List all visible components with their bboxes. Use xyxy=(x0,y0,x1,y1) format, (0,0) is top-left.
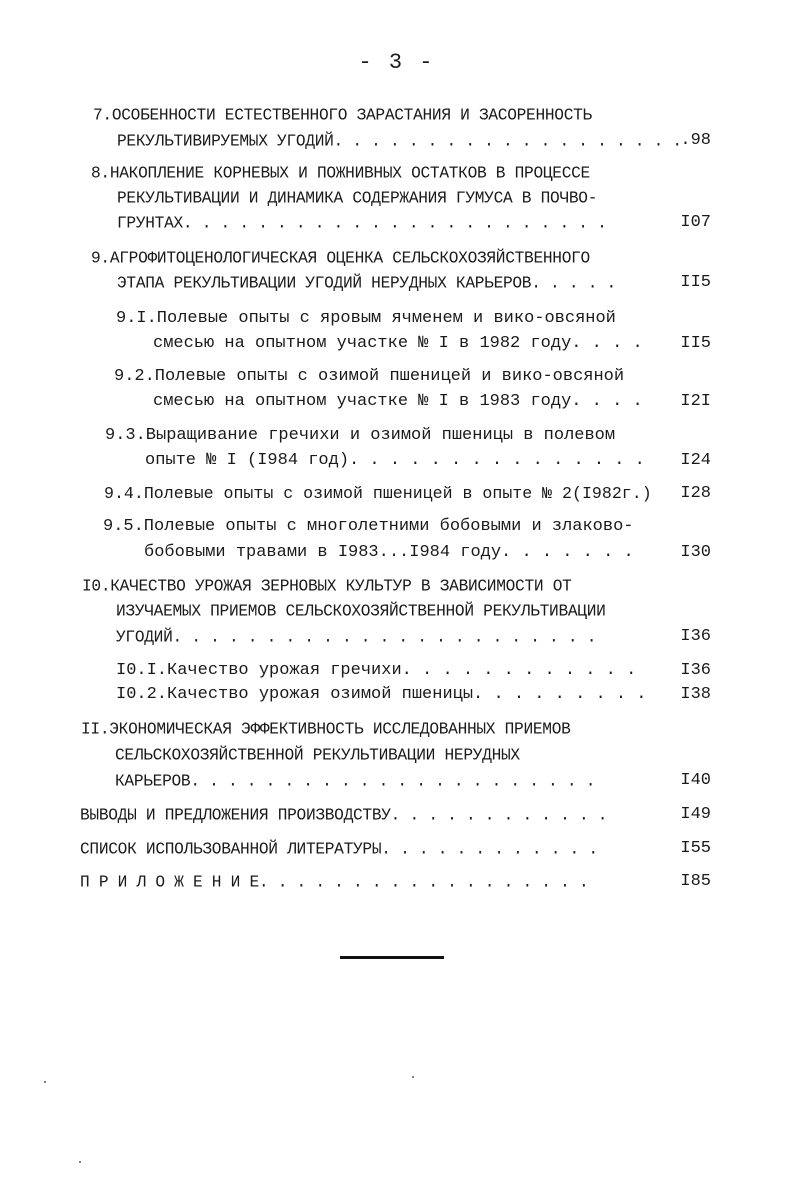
toc-entry-title: 9.АГРОФИТОЦЕНОЛОГИЧЕСКАЯ ОЦЕНКА СЕЛЬСКОХОЗЯЙСТВЕННОГО xyxy=(91,249,590,268)
toc-page-number: I2I xyxy=(680,392,711,411)
toc-entry-title: ЭТАПА РЕКУЛЬТИВАЦИИ УГОДИЙ НЕРУДНЫХ КАРЬЕРОВ. . . . . xyxy=(117,274,616,293)
toc-page-number: I30 xyxy=(680,543,711,562)
toc-entry-title: 7.ОСОБЕННОСТИ ЕСТЕСТВЕННОГО ЗАРАСТАНИЯ И ЗАСОРЕННОСТЬ xyxy=(93,106,592,125)
end-divider-rule xyxy=(340,956,444,959)
toc-entry-title: УГОДИЙ. . . . . . . . . . . . . . . . . . . . . . . xyxy=(116,628,597,647)
toc-entry-title: 9.5.Полевые опыты с многолетними бобовыми и злаково- xyxy=(103,517,634,536)
toc-entry-title: бобовыми травами в I983...I984 году. . . . . . . xyxy=(144,543,634,562)
toc-entry-title: смесью на опытном участке № I в 1983 году. . . . xyxy=(153,392,643,411)
toc-entry-title: смесью на опытном участке № I в 1982 году. . . . xyxy=(153,334,643,353)
scan-speck xyxy=(412,1076,414,1078)
toc-entry-title: 9.2.Полевые опыты с озимой пшеницей и вико-овсяной xyxy=(114,367,625,386)
toc-entry-title: I0.КАЧЕСТВО УРОЖАЯ ЗЕРНОВЫХ КУЛЬТУР В ЗАВИСИМОСТИ ОТ xyxy=(82,577,572,596)
toc-entry-title: 9.4.Полевые опыты с озимой пшеницей в опыте № 2(I982г.) xyxy=(104,484,652,503)
toc-page-number: I28 xyxy=(680,484,711,503)
toc-entry-title: I0.I.Качество урожая гречихи. . . . . . . . . . . . xyxy=(116,661,637,680)
toc-entry-title: КАРЬЕРОВ. . . . . . . . . . . . . . . . . . . . . . xyxy=(115,772,596,791)
toc-entry-title: П Р И Л О Ж Е Н И Е. . . . . . . . . . . . . . . . . . xyxy=(80,873,589,892)
toc-entry-title: РЕКУЛЬТИВАЦИИ И ДИНАМИКА СОДЕРЖАНИЯ ГУМУСА В ПОЧВО- xyxy=(117,189,598,208)
toc-page-number: II5 xyxy=(680,273,711,292)
toc-entry-title: I0.2.Качество урожая озимой пшеницы. . . . . . . . . xyxy=(116,685,647,704)
toc-page-number: I55 xyxy=(680,839,711,858)
toc-page-number: I40 xyxy=(680,771,711,790)
scan-speck xyxy=(79,1161,81,1163)
toc-entry-title: ВЫВОДЫ И ПРЕДЛОЖЕНИЯ ПРОИЗВОДСТВУ. . . . . . . . . . . . xyxy=(80,806,608,825)
toc-entry-title: 9.3.Выращивание гречихи и озимой пшеницы в полевом xyxy=(105,426,616,445)
toc-page-number: I38 xyxy=(680,685,711,704)
toc-page-number: I36 xyxy=(680,627,711,646)
toc-entry-title: 8.НАКОПЛЕНИЕ КОРНЕВЫХ И ПОЖНИВНЫХ ОСТАТКОВ В ПРОЦЕССЕ xyxy=(91,164,590,183)
toc-page-number: I07 xyxy=(680,213,711,232)
toc-page-number: .98 xyxy=(680,131,711,150)
page-number: - 3 - xyxy=(358,50,435,75)
toc-page-number: I24 xyxy=(680,451,711,470)
toc-entry-title: ИЗУЧАЕМЫХ ПРИЕМОВ СЕЛЬСКОХОЗЯЙСТВЕННОЙ РЕКУЛЬТИВАЦИИ xyxy=(116,602,606,621)
toc-entry-title: СПИСОК ИСПОЛЬЗОВАННОЙ ЛИТЕРАТУРЫ. . . . . . . . . . . . xyxy=(80,840,598,859)
scan-speck xyxy=(44,1081,46,1083)
toc-entry-title: опыте № I (I984 год). . . . . . . . . . . . . . . xyxy=(145,451,645,470)
toc-page-number: I85 xyxy=(680,872,711,891)
toc-page-number: I49 xyxy=(680,805,711,824)
toc-page-number: I36 xyxy=(680,661,711,680)
toc-entry-title: СЕЛЬСКОХОЗЯЙСТВЕННОЙ РЕКУЛЬТИВАЦИИ НЕРУДНЫХ xyxy=(115,746,520,765)
toc-entry-title: 9.I.Полевые опыты с яровым ячменем и вико-овсяной xyxy=(116,309,616,328)
toc-entry-title: ГРУНТАХ. . . . . . . . . . . . . . . . . . . . . . . xyxy=(117,214,607,233)
toc-entry-title: II.ЭКОНОМИЧЕСКАЯ ЭФФЕКТИВНОСТЬ ИССЛЕДОВАННЫХ ПРИЕМОВ xyxy=(81,720,571,739)
toc-entry-title: РЕКУЛЬТИВИРУЕМЫХ УГОДИЙ. . . . . . . . . . . . . . . . . . . xyxy=(117,132,682,151)
toc-page-number: II5 xyxy=(680,334,711,353)
